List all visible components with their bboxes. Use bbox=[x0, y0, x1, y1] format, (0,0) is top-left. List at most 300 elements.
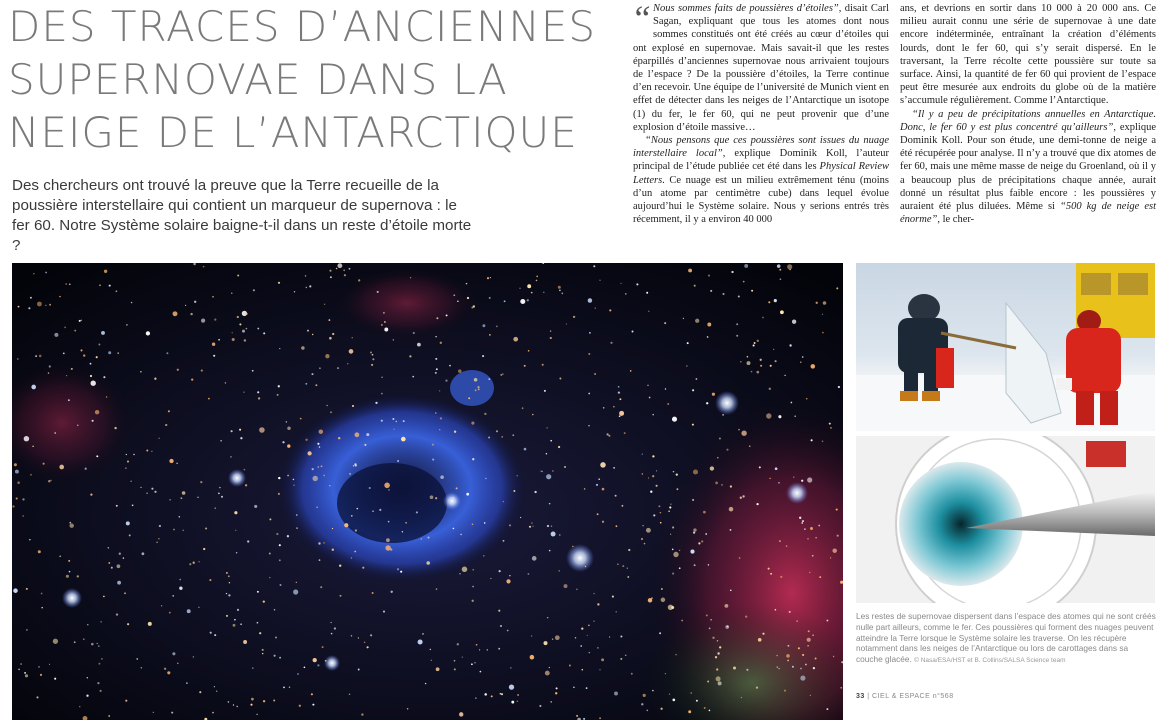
quote: “500 kg de neige est énorme” bbox=[900, 201, 1157, 226]
star bbox=[643, 694, 646, 697]
star bbox=[252, 370, 254, 372]
star bbox=[146, 331, 150, 335]
star bbox=[173, 529, 175, 531]
star bbox=[588, 625, 590, 627]
star bbox=[762, 317, 764, 319]
star bbox=[355, 432, 360, 437]
star bbox=[784, 690, 786, 692]
star bbox=[383, 312, 385, 314]
star bbox=[117, 352, 119, 354]
star bbox=[620, 636, 622, 638]
star bbox=[808, 630, 810, 632]
star bbox=[746, 669, 748, 671]
star bbox=[812, 635, 813, 636]
star bbox=[586, 687, 588, 689]
star bbox=[132, 504, 134, 506]
star bbox=[500, 693, 502, 695]
star bbox=[784, 375, 785, 376]
star bbox=[482, 324, 485, 327]
star bbox=[212, 296, 214, 298]
star bbox=[707, 681, 709, 683]
star bbox=[99, 284, 101, 286]
star bbox=[243, 391, 244, 392]
star bbox=[741, 430, 746, 435]
star bbox=[77, 425, 78, 426]
star bbox=[617, 564, 618, 565]
star bbox=[642, 473, 643, 474]
star bbox=[603, 407, 605, 409]
star bbox=[490, 578, 491, 579]
star bbox=[142, 552, 145, 555]
star bbox=[220, 440, 221, 441]
star bbox=[769, 388, 771, 390]
star bbox=[743, 281, 745, 283]
star bbox=[440, 475, 444, 479]
star bbox=[558, 286, 561, 289]
star bbox=[393, 339, 394, 340]
star bbox=[619, 398, 621, 400]
star bbox=[15, 470, 19, 474]
star bbox=[632, 331, 634, 333]
paragraph bbox=[900, 108, 1156, 227]
star bbox=[257, 591, 259, 593]
star bbox=[823, 301, 827, 305]
star bbox=[659, 632, 661, 634]
star bbox=[296, 527, 298, 529]
star bbox=[681, 620, 683, 622]
star bbox=[513, 337, 518, 342]
star bbox=[381, 324, 383, 326]
star bbox=[49, 365, 51, 367]
star bbox=[427, 537, 429, 539]
star bbox=[688, 710, 691, 713]
star bbox=[502, 373, 504, 375]
star bbox=[22, 498, 24, 500]
star bbox=[527, 573, 529, 575]
star bbox=[552, 470, 553, 471]
star bbox=[729, 507, 734, 512]
star bbox=[186, 682, 188, 684]
star bbox=[641, 538, 643, 540]
star bbox=[770, 573, 772, 575]
star bbox=[780, 278, 782, 280]
star bbox=[503, 540, 505, 542]
star bbox=[344, 274, 346, 276]
star bbox=[185, 305, 186, 306]
star bbox=[482, 355, 484, 357]
star bbox=[326, 405, 328, 407]
star bbox=[672, 526, 674, 528]
star bbox=[397, 460, 399, 462]
star bbox=[628, 549, 630, 551]
star bbox=[531, 292, 533, 294]
star bbox=[837, 535, 839, 537]
star bbox=[430, 649, 432, 651]
star bbox=[546, 427, 547, 428]
star bbox=[49, 664, 50, 665]
star bbox=[676, 473, 678, 475]
star bbox=[816, 302, 818, 304]
star bbox=[246, 328, 248, 330]
star bbox=[775, 360, 777, 362]
star bbox=[116, 613, 118, 615]
star bbox=[559, 570, 560, 571]
star bbox=[166, 352, 168, 354]
star bbox=[421, 538, 423, 540]
star bbox=[826, 620, 828, 622]
star bbox=[349, 268, 351, 270]
star bbox=[156, 541, 158, 543]
star bbox=[724, 604, 728, 608]
star bbox=[801, 480, 803, 482]
star bbox=[742, 495, 744, 497]
star bbox=[384, 321, 386, 323]
star bbox=[829, 423, 831, 425]
star bbox=[601, 658, 604, 661]
star bbox=[287, 475, 289, 477]
star bbox=[832, 548, 836, 552]
star bbox=[600, 462, 606, 468]
star bbox=[101, 658, 103, 660]
star bbox=[668, 605, 673, 610]
star bbox=[807, 638, 811, 642]
star bbox=[410, 277, 411, 278]
star bbox=[351, 557, 353, 559]
star bbox=[332, 549, 334, 551]
star bbox=[501, 693, 503, 695]
star bbox=[652, 455, 654, 457]
star bbox=[384, 328, 388, 332]
star bbox=[337, 263, 342, 268]
star bbox=[379, 509, 381, 511]
star bbox=[580, 645, 582, 647]
star bbox=[517, 475, 518, 476]
star bbox=[388, 521, 390, 523]
star bbox=[233, 704, 234, 705]
star bbox=[593, 593, 594, 594]
star bbox=[454, 431, 456, 433]
star bbox=[474, 662, 475, 663]
star bbox=[258, 397, 260, 399]
star bbox=[240, 623, 242, 625]
star bbox=[517, 701, 518, 702]
star bbox=[86, 695, 88, 697]
star bbox=[158, 438, 159, 439]
star bbox=[141, 667, 143, 669]
star bbox=[253, 289, 255, 291]
star bbox=[498, 570, 500, 572]
star bbox=[705, 533, 707, 535]
star bbox=[177, 369, 179, 371]
star bbox=[13, 588, 18, 593]
star bbox=[354, 551, 356, 553]
star bbox=[37, 302, 42, 307]
star bbox=[352, 405, 354, 407]
star bbox=[531, 522, 532, 523]
star bbox=[736, 335, 738, 337]
star bbox=[77, 575, 79, 577]
star bbox=[597, 603, 599, 605]
star bbox=[293, 479, 295, 481]
star bbox=[87, 677, 88, 678]
star bbox=[462, 567, 468, 573]
star bbox=[532, 414, 534, 416]
star bbox=[370, 634, 372, 636]
paragraph: ans, et devrions en sortir dans 10 000 à 20 000 ans. Ce milieu aurait connu une série de supernovae à une date encore indéterminée, entraînant la création d’éléments lourds, dont le fer 60, qui s’y serait dispersé. En le traversant, la Terre récolte cette poussière sur toute sa surface. Ainsi, la quantité de fer 60 qui provient de l’espace peut être mesurée aux endroits du globe où de la matière s’accumule régulièrement. Comme l’Antarctique. bbox=[900, 3, 1156, 107]
star bbox=[624, 432, 626, 434]
star bbox=[558, 446, 560, 448]
star bbox=[83, 638, 85, 640]
star bbox=[625, 293, 627, 295]
star bbox=[625, 655, 627, 657]
star bbox=[598, 478, 600, 480]
star bbox=[422, 633, 424, 635]
title-line-3: NEIGE DE L’ANTARCTIQUE bbox=[8, 108, 578, 157]
star bbox=[275, 637, 277, 639]
star bbox=[168, 410, 170, 412]
nebula-illustration bbox=[12, 263, 843, 720]
star bbox=[279, 544, 281, 546]
star bbox=[627, 576, 629, 578]
star bbox=[810, 527, 813, 530]
star bbox=[710, 466, 714, 470]
star bbox=[203, 266, 205, 268]
star bbox=[279, 559, 281, 561]
page-footer bbox=[856, 693, 1156, 700]
star bbox=[133, 454, 134, 455]
star bbox=[26, 629, 28, 631]
title-line-1: DES TRACES D’ANCIENNES bbox=[8, 2, 597, 51]
star bbox=[140, 371, 142, 373]
title-line-2: SUPERNOVAE DANS LA bbox=[8, 55, 508, 104]
star bbox=[449, 365, 451, 367]
star bbox=[454, 668, 456, 670]
star bbox=[672, 573, 674, 575]
star bbox=[621, 505, 623, 507]
star bbox=[539, 705, 541, 707]
star bbox=[830, 427, 832, 429]
star bbox=[193, 656, 195, 658]
star bbox=[332, 528, 333, 529]
star bbox=[802, 520, 804, 522]
star bbox=[312, 468, 314, 470]
star bbox=[802, 356, 804, 358]
star bbox=[18, 306, 20, 308]
star bbox=[649, 397, 651, 399]
star bbox=[111, 567, 113, 569]
star bbox=[719, 646, 721, 648]
star bbox=[599, 280, 600, 281]
star bbox=[588, 425, 589, 426]
star bbox=[507, 630, 509, 632]
star bbox=[509, 684, 514, 689]
star bbox=[213, 355, 215, 357]
star bbox=[366, 433, 369, 436]
footer-separator: | bbox=[867, 693, 870, 700]
star bbox=[676, 488, 678, 490]
star bbox=[274, 655, 276, 657]
star bbox=[16, 497, 18, 499]
star bbox=[740, 497, 742, 499]
star bbox=[599, 717, 601, 719]
star bbox=[776, 666, 778, 668]
star bbox=[259, 632, 261, 634]
star bbox=[606, 433, 608, 435]
star bbox=[815, 537, 817, 539]
star bbox=[193, 562, 195, 564]
star bbox=[542, 364, 544, 366]
star bbox=[226, 615, 228, 617]
star bbox=[320, 586, 322, 588]
star bbox=[656, 485, 658, 487]
drilling-illustration bbox=[856, 436, 1155, 603]
star bbox=[276, 533, 278, 535]
star bbox=[615, 611, 617, 613]
star bbox=[807, 477, 812, 482]
star bbox=[79, 320, 81, 322]
star bbox=[277, 394, 279, 396]
star bbox=[201, 370, 203, 372]
star bbox=[520, 299, 525, 304]
star bbox=[509, 524, 511, 526]
star bbox=[620, 658, 622, 660]
star bbox=[544, 390, 546, 392]
star bbox=[215, 508, 216, 509]
star bbox=[566, 323, 567, 324]
star bbox=[306, 287, 307, 288]
star bbox=[551, 525, 552, 526]
star bbox=[615, 525, 617, 527]
star bbox=[509, 575, 510, 576]
star bbox=[722, 293, 724, 295]
star bbox=[198, 607, 199, 608]
star bbox=[14, 463, 17, 466]
star bbox=[231, 430, 233, 432]
magazine-issue: CIEL & ESPACE n°568 bbox=[872, 693, 954, 700]
star bbox=[330, 276, 332, 278]
star bbox=[435, 358, 437, 360]
star bbox=[126, 521, 130, 525]
star bbox=[440, 342, 442, 344]
star bbox=[789, 269, 790, 270]
star bbox=[240, 437, 242, 439]
star bbox=[413, 332, 415, 334]
star bbox=[688, 269, 692, 273]
star bbox=[622, 565, 624, 567]
star bbox=[468, 397, 470, 399]
star bbox=[208, 398, 210, 400]
star bbox=[436, 317, 438, 319]
star bbox=[31, 385, 36, 390]
star bbox=[197, 497, 198, 498]
paragraph-text: , le cher- bbox=[937, 214, 975, 226]
star bbox=[780, 310, 784, 314]
star bbox=[233, 624, 236, 627]
star bbox=[487, 277, 489, 279]
star bbox=[789, 344, 791, 346]
star bbox=[595, 307, 596, 308]
star bbox=[459, 573, 460, 574]
star bbox=[694, 564, 696, 566]
star bbox=[169, 499, 171, 501]
star bbox=[472, 600, 474, 602]
star bbox=[125, 700, 127, 702]
star bbox=[263, 332, 265, 334]
star bbox=[294, 291, 295, 292]
star bbox=[312, 334, 313, 335]
star bbox=[510, 667, 511, 668]
star bbox=[101, 331, 105, 335]
star bbox=[108, 715, 110, 717]
star bbox=[53, 639, 58, 644]
star bbox=[355, 529, 357, 531]
star bbox=[214, 686, 215, 687]
star bbox=[18, 669, 20, 671]
star bbox=[787, 264, 792, 269]
star bbox=[707, 323, 711, 327]
star bbox=[305, 383, 307, 385]
star bbox=[235, 530, 236, 531]
star bbox=[457, 643, 459, 645]
star bbox=[324, 304, 325, 305]
star bbox=[127, 460, 129, 462]
star bbox=[460, 534, 462, 536]
star bbox=[432, 444, 434, 446]
star bbox=[719, 437, 721, 439]
star bbox=[708, 564, 709, 565]
star bbox=[593, 265, 595, 267]
star bbox=[151, 451, 152, 452]
star bbox=[709, 710, 711, 712]
star bbox=[242, 330, 245, 333]
star bbox=[228, 575, 230, 577]
star bbox=[664, 322, 666, 324]
star bbox=[760, 359, 762, 361]
star bbox=[524, 448, 527, 451]
star bbox=[95, 410, 99, 414]
star bbox=[172, 595, 174, 597]
star bbox=[286, 421, 288, 423]
star bbox=[337, 367, 339, 369]
star bbox=[372, 510, 374, 512]
text-column-1 bbox=[633, 2, 889, 226]
article-title bbox=[8, 0, 597, 159]
star bbox=[436, 588, 437, 589]
star bbox=[279, 348, 280, 349]
star bbox=[126, 324, 128, 326]
star bbox=[63, 352, 65, 354]
star bbox=[69, 571, 71, 573]
star bbox=[98, 645, 100, 647]
star bbox=[453, 528, 455, 530]
star bbox=[787, 645, 789, 647]
star bbox=[597, 647, 599, 649]
star bbox=[30, 474, 32, 476]
star bbox=[357, 508, 359, 510]
star bbox=[278, 493, 280, 495]
star bbox=[471, 422, 474, 425]
star bbox=[435, 336, 436, 337]
star bbox=[87, 624, 88, 625]
star bbox=[278, 282, 280, 284]
star bbox=[721, 484, 722, 485]
article-lead: Des chercheurs ont trouvé la preuve que la Terre recueille de la poussière interstellaire qui contient un marqueur de supernova : le fer 60. Notre Système solaire baigne-t-il dans un reste d’étoile morte ? bbox=[12, 177, 472, 254]
star bbox=[836, 509, 838, 511]
star bbox=[549, 550, 551, 552]
star bbox=[300, 418, 302, 420]
star bbox=[804, 528, 806, 530]
star bbox=[651, 597, 653, 599]
